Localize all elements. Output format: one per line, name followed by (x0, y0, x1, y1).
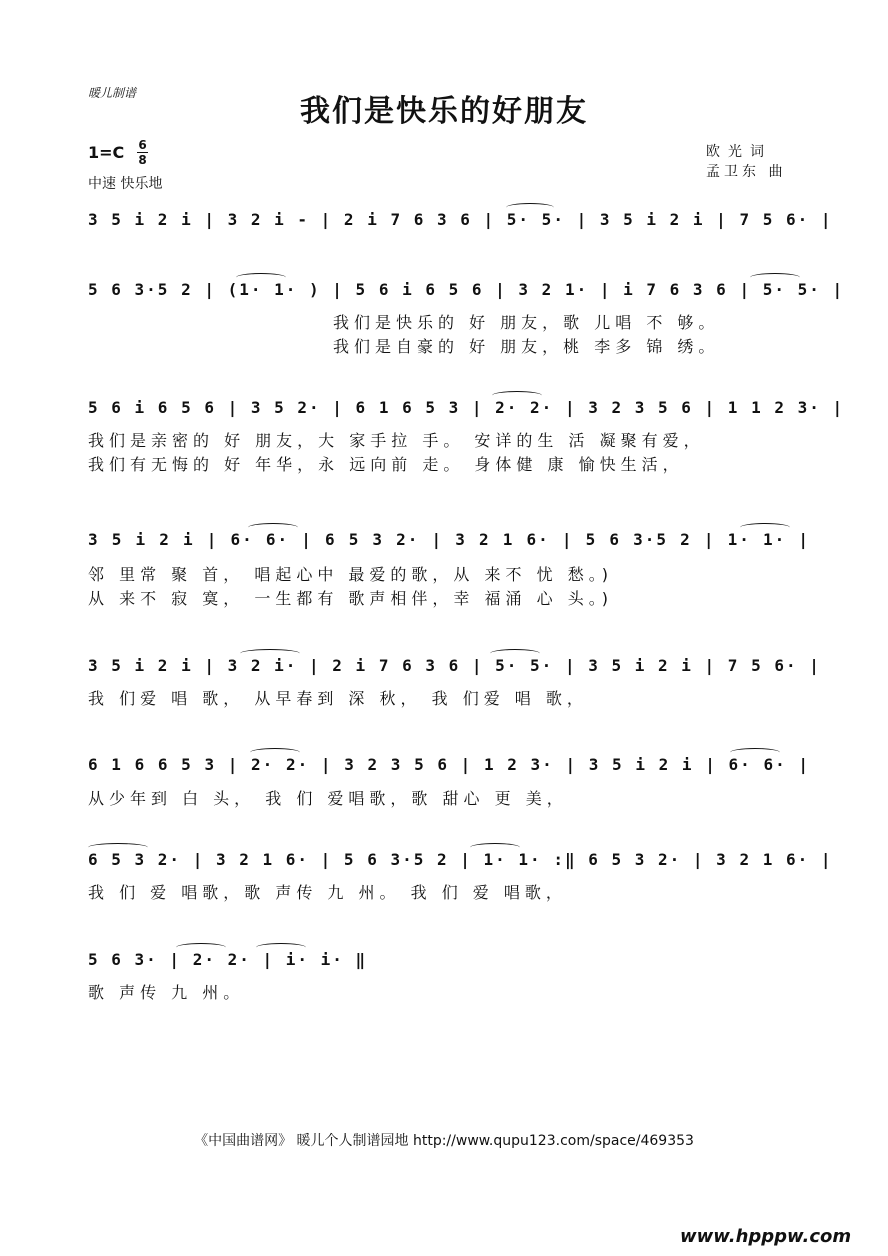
tie-mark (506, 203, 554, 212)
song-title: 我们是快乐的好朋友 (300, 94, 588, 129)
lyric-line-5: 我 们爱 唱 歌， 从早春到 深 秋， 我 们爱 唱 歌， (88, 689, 588, 708)
lyric-line-7: 我 们 爱 唱歌，歌 声传 九 州。 我 们 爱 唱歌， (88, 883, 567, 902)
tie-mark (492, 391, 542, 400)
lyric-line-4-verse-1: 邻 里常 聚 首， 唱起心中 最爱的歌，从 来不 忧 愁。) (88, 565, 613, 584)
composer-credit: 孟卫东 曲 (706, 164, 787, 180)
tie-mark (176, 943, 226, 952)
footer-credit: 《中国曲谱网》 暖儿个人制谱园地 http://www.qupu123.com/space/469353 (194, 1133, 694, 1149)
tie-mark (470, 843, 520, 852)
notation-line-8: 5 6 3· | 2· 2· | i· i· ‖ (88, 950, 368, 969)
tie-mark (248, 523, 298, 532)
notation-line-3: 5 6 i 6 5 6 | 3 5 2· | 6 1 6 5 3 | 2· 2· | 3 2 3 5 6 | 1 1 2 3· | (88, 398, 845, 417)
tie-mark (236, 273, 286, 282)
score-maker: 暖儿制谱 (88, 86, 137, 100)
lyric-line-2-verse-2: 我们是自豪的 好 朋友，桃 李多 锦 绣。 (333, 337, 720, 356)
meter-bottom: 8 (138, 153, 147, 167)
tie-mark (88, 843, 148, 852)
tie-mark (740, 523, 790, 532)
lyric-line-6: 从少年到 白 头， 我 们 爱唱歌，歌 甜心 更 美， (88, 789, 568, 808)
lyric-line-3-verse-1: 我们是亲密的 好 朋友，大 家手拉 手。 安详的生 活 凝聚有爱， (88, 431, 705, 450)
lyric-line-8: 歌 声传 九 州。 (88, 983, 245, 1002)
meter-top: 6 (138, 138, 147, 152)
tie-mark (750, 273, 800, 282)
tie-mark (250, 748, 300, 757)
tie-mark (240, 649, 300, 658)
tie-mark (490, 649, 540, 658)
lyricist-credit: 欧光词 (706, 144, 772, 160)
notation-line-4: 3 5 i 2 i | 6· 6· | 6 5 3 2· | 3 2 1 6· | 5 6 3·5 2 | 1· 1· | (88, 530, 810, 549)
tie-mark (730, 748, 780, 757)
tie-mark (256, 943, 306, 952)
notation-line-6: 6 1 6 6 5 3 | 2· 2· | 3 2 3 5 6 | 1 2 3· | 3 5 i 2 i | 6· 6· | (88, 755, 810, 774)
notation-line-5: 3 5 i 2 i | 3 2 i· | 2 i 7 6 3 6 | 5· 5· | 3 5 i 2 i | 7 5 6· | (88, 656, 821, 675)
time-signature (137, 139, 148, 166)
watermark: www.hpppw.com (680, 1226, 852, 1247)
lyric-line-3-verse-2: 我们有无悔的 好 年华，永 远向前 走。 身体健 康 愉快生活， (88, 455, 684, 474)
key-signature: 1=C (88, 143, 125, 162)
tempo-marking: 中速 快乐地 (88, 176, 163, 192)
lyric-line-2-verse-1: 我们是快乐的 好 朋友，歌 儿唱 不 够。 (333, 313, 720, 332)
notation-line-1: 3 5 i 2 i | 3 2 i - | 2 i 7 6 3 6 | 5· 5· | 3 5 i 2 i | 7 5 6· | (88, 210, 833, 229)
lyric-line-4-verse-2: 从 来不 寂 寞， 一生都有 歌声相伴，幸 福涌 心 头。) (88, 589, 613, 608)
notation-line-2: 5 6 3·5 2 | (1· 1· ) | 5 6 i 6 5 6 | 3 2 1· | i 7 6 3 6 | 5· 5· | (88, 280, 845, 299)
notation-line-7: 6 5 3 2· | 3 2 1 6· | 5 6 3·5 2 | 1· 1· :‖ 6 5 3 2· | 3 2 1 6· | (88, 850, 833, 869)
